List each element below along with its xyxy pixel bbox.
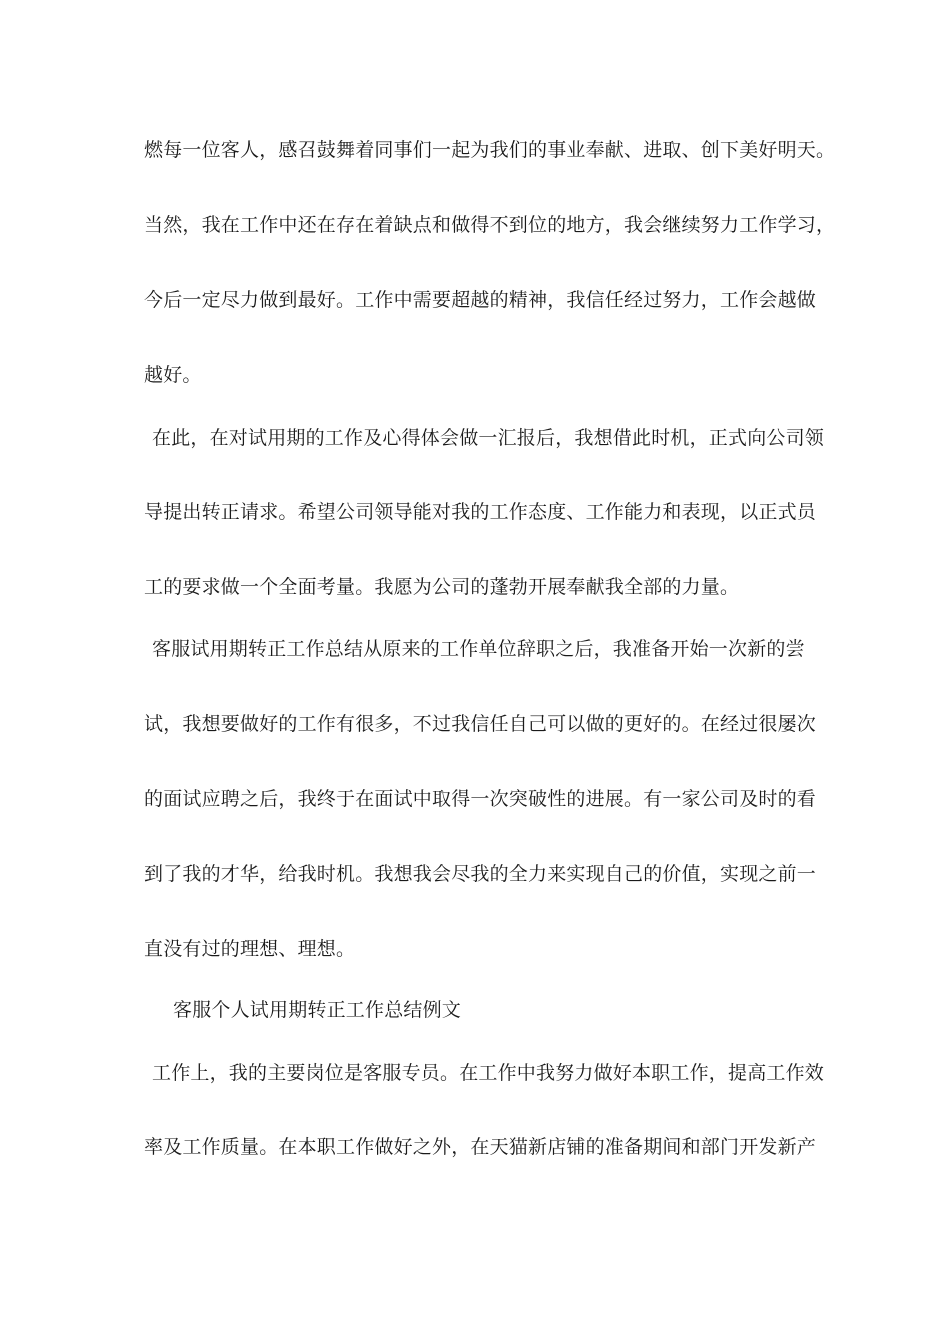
paragraph-line: 率及工作质量。在本职工作做好之外，在天猫新店铺的准备期间和部门开发新产 [144,1136,817,1158]
paragraph-line: 当然，我在工作中还在存在着缺点和做得不到位的地方，我会继续努力工作学习， [144,214,836,236]
paragraph-line: 在此，在对试用期的工作及心得体会做一汇报后，我想借此时机，正式向公司领 [152,427,825,449]
paragraph-line: 今后一定尽力做到最好。工作中需要超越的精神，我信任经过努力，工作会越做 [144,289,817,311]
paragraph-line: 的面试应聘之后，我终于在面试中取得一次突破性的进展。有一家公司及时的看 [144,788,817,810]
paragraph-line: 试，我想要做好的工作有很多，不过我信任自己可以做的更好的。在经过很屡次 [144,713,817,735]
paragraph-line: 直没有过的理想、理想。 [144,938,356,960]
paragraph-line: 导提出转正请求。希望公司领导能对我的工作态度、工作能力和表现，以正式员 [144,501,817,523]
paragraph-line: 客服试用期转正工作总结从原来的工作单位辞职之后，我准备开始一次新的尝 [152,638,805,660]
paragraph-line: 越好。 [144,364,202,386]
section-heading: 客服个人试用期转正工作总结例文 [173,999,462,1021]
paragraph-line: 工作上，我的主要岗位是客服专员。在工作中我努力做好本职工作，提高工作效 [152,1062,825,1084]
paragraph-line: 工的要求做一个全面考量。我愿为公司的蓬勃开展奉献我全部的力量。 [144,576,740,598]
paragraph-line: 到了我的才华，给我时机。我想我会尽我的全力来实现自己的价值，实现之前一 [144,863,817,885]
paragraph-line: 燃每一位客人，感召鼓舞着同事们一起为我们的事业奉献、进取、创下美好明天。 [144,139,836,161]
